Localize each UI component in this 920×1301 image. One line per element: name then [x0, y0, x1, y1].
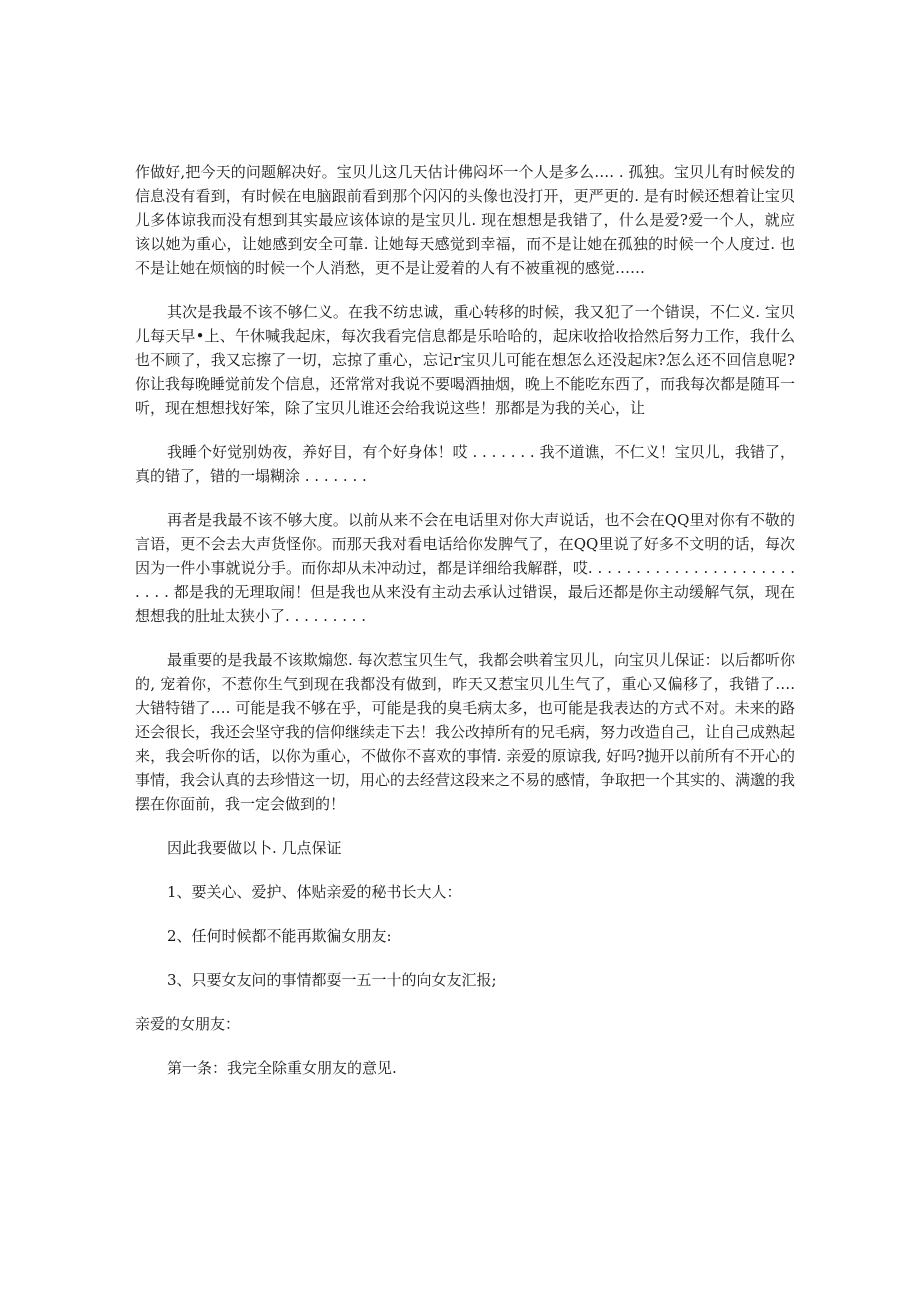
guarantee-item-2: 2、任何时候都不能再欺徧女朋友: [167, 927, 392, 945]
article-one: 第一条：我完全除重女朋友的意见. [167, 1059, 397, 1077]
paragraph-deception: 最重要的是我最不该欺煽您. 每次惹宝贝生气，我都会哄着宝贝儿，向宝贝儿保证：以后都听你的, 宠着你，不惹你生气到现在我都没有做到，昨天又惹宝贝儿生气了，重心又偏移了，我错了…. 大错特错了…. 可能是我不够在乎，可能是我的臭毛病太多，也可能是我表达的方式不对。未来的路还会很长，我还会坚守我的信仰继续走下去！我公改掉所有的兄毛病，努力改造自己，让自己成熟起来，我会听你的话，以你为重心，不做你不喜欢的事情. 亲爱的原谅我, 好吗?抛开以前所有不开心的事情，我会认真的去珍惜这一切，用心的去经营这段来之不易的感情，争取把一个其实的、满邈的我摆在你面前，我一定会做到的！ [135, 651, 796, 813]
guarantee-item-1: 1、要关心、爱护、体贴亲爱的秘书长大人： [167, 883, 462, 901]
paragraph-benevolence: 其次是我最不该不够仁义。在我不纺忠诚，重心转移的时候，我又犯了一个错误，不仁义. 宝贝儿每天早•上、午休喊我起床，每次我看完信息都是乐哈哈的，起床收拾收拾然后努力工作，我什么也不顾了，我又忘擦了一切，忘掠了重心，忘记r宝贝儿可能在想怎么还没起床?怎么还不回信息呢?你让我每晚睡觉前发个信息，还常常对我说不要喝酒抽烟，晚上不能吃东西了，而我每次都是随耳一听，现在想想找好笨，除了宝贝儿谁还会给我说这些！那都是为我的关心，让 [135, 303, 796, 417]
paragraph-tolerance: 再者是我最不该不够大度。以前从来不会在电话里对你大声说话，也不会在QQ里对你有不敬的言语，更不会去大声货怪你。而那天我对看电话给你发脾气了，在QQ里说了好多不文明的话，每次因为一件小事就说分手。而你却从未冲动过，都是详细给我解群，哎. . . . . . . . . . . . . . . . . . . . . . . . . . 都是我的无理取闹！但是我也从来没有主动去承认过错误，最后还都是你主动缓解气氛，现在想想我的肚址太狭小了. . . . . . . . . [135, 511, 795, 625]
paragraph-guarantees-intro: 因此我要做以卜. 几点保证 [167, 839, 342, 857]
guarantee-item-3: 3、只要女友问的事情都耍一五一十的向女友汇报; [167, 971, 497, 989]
salutation: 亲爱的女朋友： [135, 1015, 241, 1033]
paragraph-apology: 我睡个好觉别妫夜，养好目，有个好身体！哎 . . . . . . . 我不道谯，不仁义！宝贝儿，我错了，真的错了，错的一塌糊涂 . . . . . . . [135, 443, 795, 485]
paragraph-continuation: 作做好,把今天的问题解决好。宝贝儿这几天估计佛闷坏一个人是多么…. . 孤独。宝贝儿有时候发的信息没有看到，有时候在电脑跟前看到那个闪闪的头像也没打开，更严更的. 是有时候还想着让宝贝儿多体谅我而没有想到其实最应该体谅的是宝贝儿. 现在想想是我错了，什么是爱?爱一个人，就应该以她为重心，让她感到安全可靠. 让她每天感觉到幸福，而不是让她在孤独的时候一个人度过. 也不是让她在烦恼的时候一个人消愁，更不是让爱着的人有不被重视的感觉…… [135, 163, 795, 277]
document-body [135, 160, 795, 1100]
